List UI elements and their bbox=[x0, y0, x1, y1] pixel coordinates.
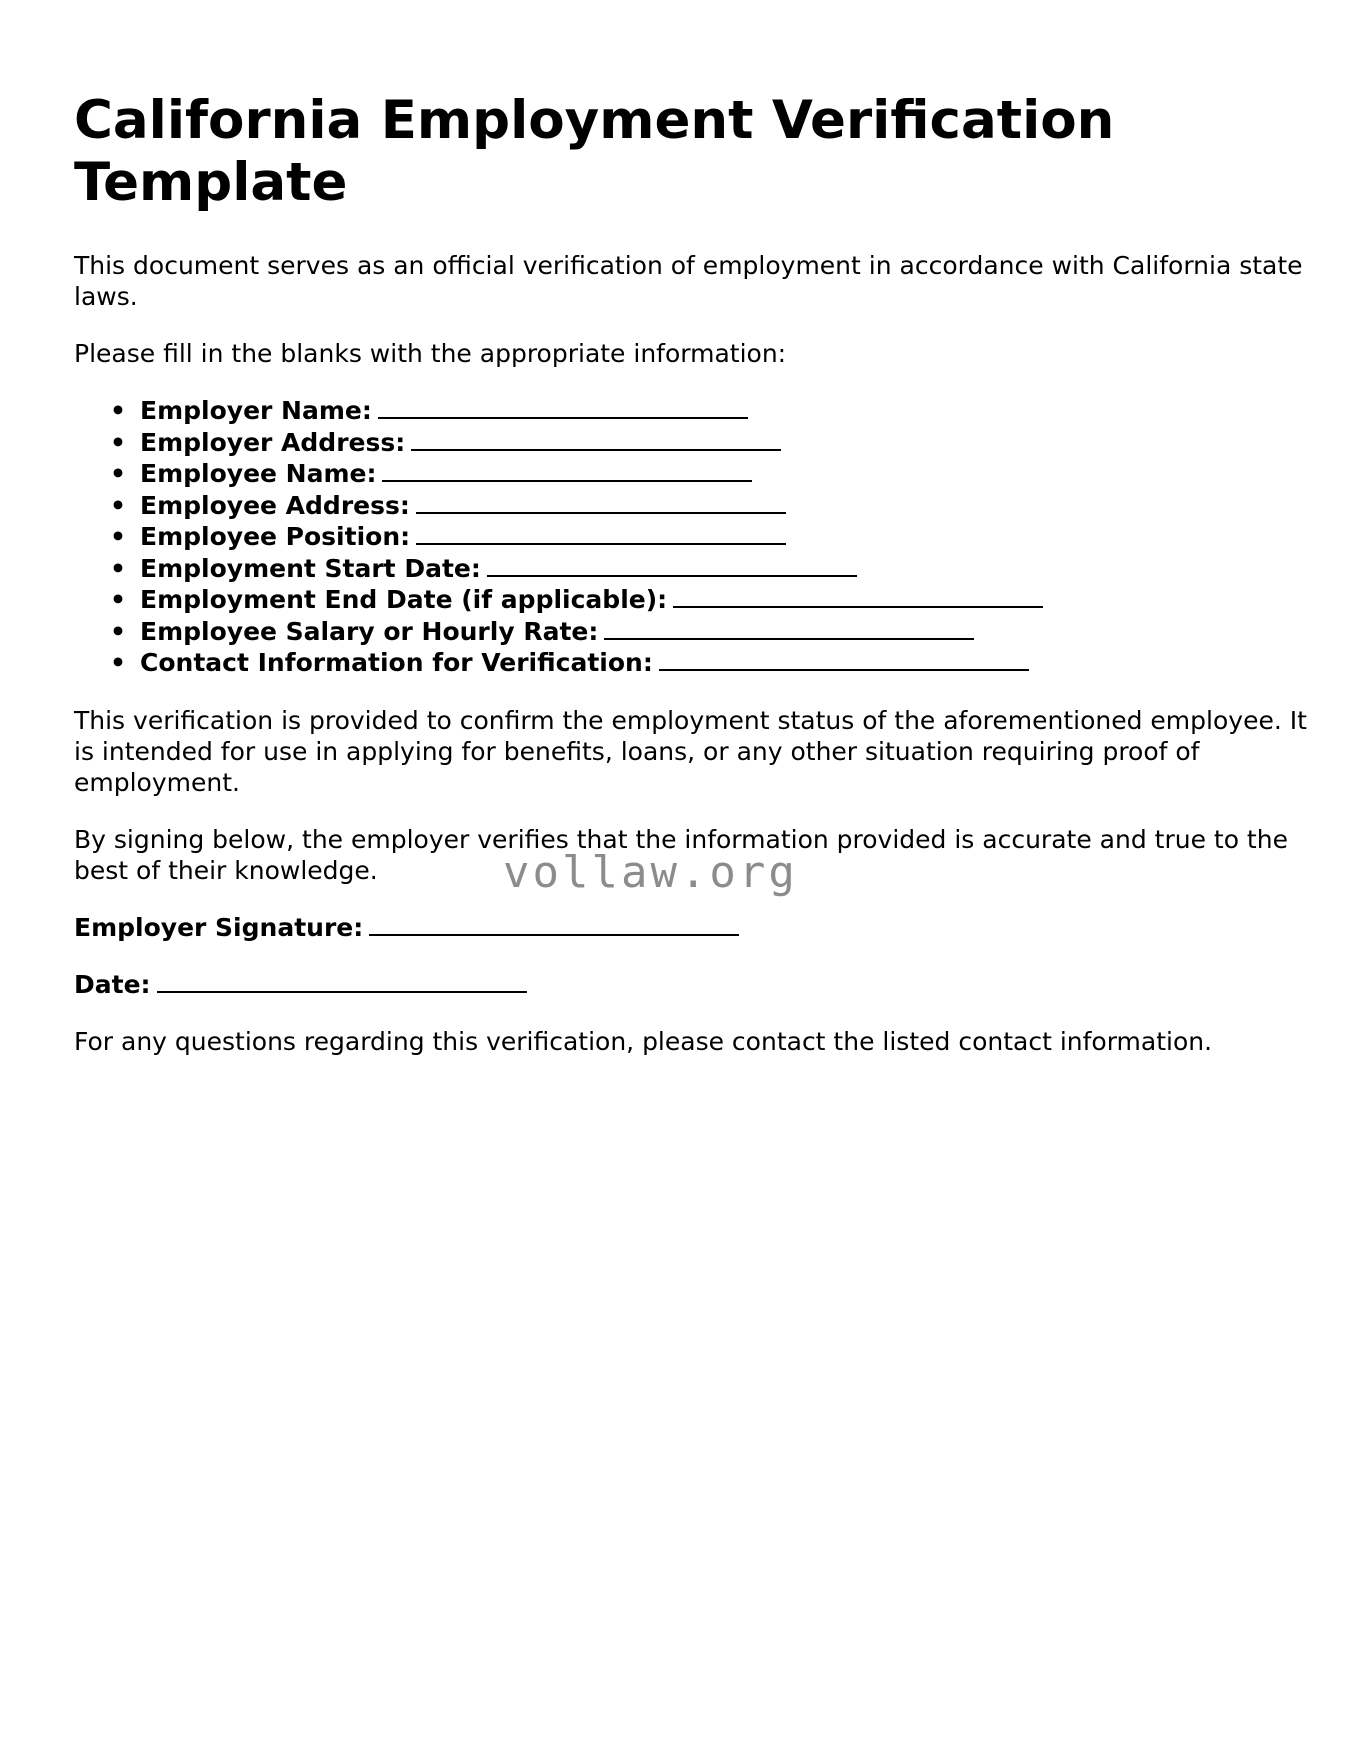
signature-label: Employer Signature: bbox=[74, 912, 364, 942]
closing-paragraph: For any questions regarding this verification, please contact the listed contact information. bbox=[74, 1026, 1213, 1056]
bullet-icon: • bbox=[110, 553, 126, 583]
document-page bbox=[74, 90, 1314, 1083]
watermark: vollaw.org bbox=[503, 847, 798, 898]
date-blank[interactable] bbox=[157, 969, 527, 993]
signature-blank[interactable] bbox=[369, 912, 739, 936]
intro-paragraph: This document serves as an official verification of employment in accordance with California state laws. bbox=[74, 251, 1303, 311]
field-label: Employee Address: bbox=[140, 490, 410, 520]
document-title: California Employment Verification Template bbox=[74, 90, 1115, 213]
blank-line[interactable] bbox=[604, 616, 974, 640]
date-line bbox=[74, 969, 1314, 1000]
field-label: Employer Name: bbox=[140, 396, 372, 425]
blank-line[interactable] bbox=[382, 458, 752, 482]
field-employer-address bbox=[110, 427, 1314, 459]
field-label: Employment Start Date: bbox=[140, 553, 481, 583]
field-employer-name bbox=[110, 395, 1314, 427]
blank-line[interactable] bbox=[673, 584, 1043, 608]
instruction-paragraph: Please fill in the blanks with the appropriate information: bbox=[74, 339, 787, 368]
blank-line[interactable] bbox=[411, 427, 781, 451]
bullet-icon: • bbox=[110, 427, 126, 457]
field-contact-information bbox=[110, 647, 1314, 679]
bullet-icon: • bbox=[110, 585, 126, 614]
field-label: Employee Salary or Hourly Rate: bbox=[140, 616, 599, 646]
field-label: Employer Address: bbox=[140, 427, 406, 457]
field-list bbox=[74, 395, 1314, 679]
blank-line[interactable] bbox=[416, 490, 786, 514]
blank-line[interactable] bbox=[659, 647, 1029, 671]
employer-signature-line bbox=[74, 912, 1314, 943]
field-employee-position bbox=[110, 521, 1314, 553]
field-employee-name bbox=[110, 458, 1314, 490]
field-employment-end-date bbox=[110, 584, 1314, 616]
bullet-icon: • bbox=[110, 648, 126, 677]
bullet-icon: • bbox=[110, 459, 126, 488]
bullet-icon: • bbox=[110, 490, 126, 520]
blank-line[interactable] bbox=[416, 521, 786, 545]
blank-line[interactable] bbox=[378, 395, 748, 419]
date-label: Date: bbox=[74, 969, 151, 999]
bullet-icon: • bbox=[110, 522, 126, 551]
field-label: Contact Information for Verification: bbox=[140, 648, 653, 677]
field-label: Employee Position: bbox=[140, 522, 411, 551]
field-employee-address bbox=[110, 490, 1314, 522]
field-employment-start-date bbox=[110, 553, 1314, 585]
purpose-paragraph: This verification is provided to confirm the employment status of the aforementioned employee. It is intended for use in applying for benefits, loans, or any other situation requiring proof of employment. bbox=[74, 705, 1307, 797]
field-label: Employment End Date (if applicable): bbox=[140, 585, 668, 614]
field-salary-rate bbox=[110, 616, 1314, 648]
bullet-icon: • bbox=[110, 616, 126, 646]
field-label: Employee Name: bbox=[140, 459, 377, 488]
attestation-paragraph: By signing below, the employer verifies that the information provided is accurate and true to the best of their knowledge. bbox=[74, 824, 1288, 885]
bullet-icon: • bbox=[110, 396, 126, 425]
blank-line[interactable] bbox=[487, 553, 857, 577]
